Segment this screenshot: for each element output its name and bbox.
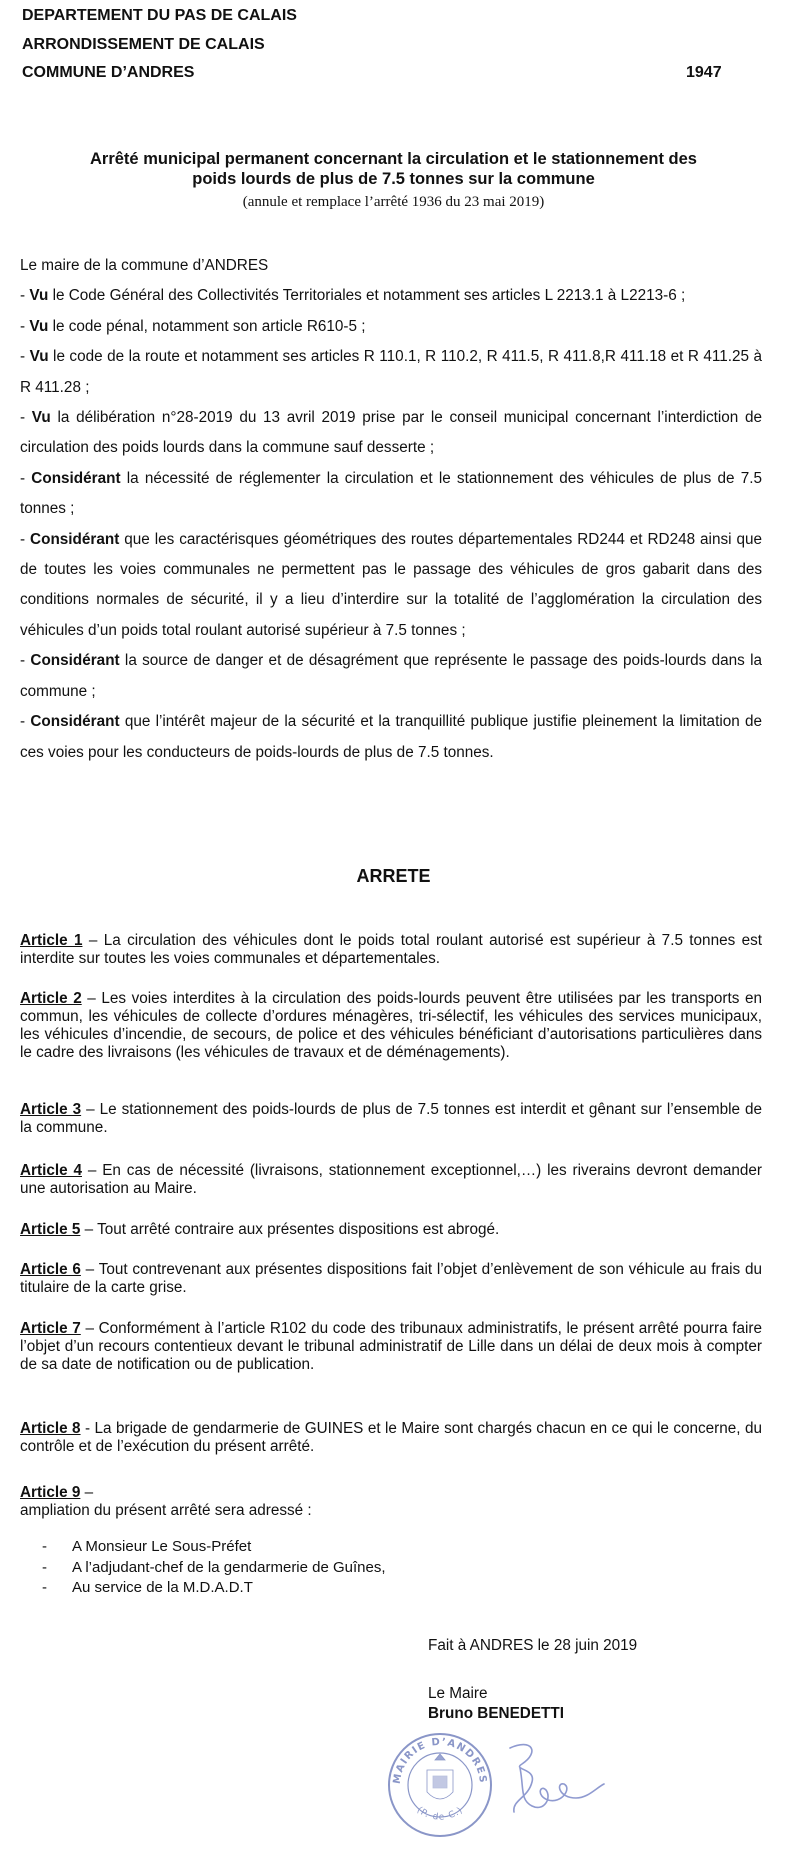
preamble-item-prefix: - bbox=[20, 348, 30, 366]
article-8 bbox=[20, 1420, 762, 1456]
distribution-text: A Monsieur Le Sous-Préfet bbox=[72, 1538, 252, 1555]
preamble-item-prefix: - bbox=[20, 287, 30, 305]
article-2 bbox=[20, 990, 762, 1062]
preamble-item-keyword: Vu bbox=[29, 317, 49, 335]
signatory-role: Le Maire bbox=[428, 1685, 488, 1702]
distribution-bullet: - bbox=[42, 1538, 47, 1555]
preamble-item-keyword: Considérant bbox=[30, 713, 120, 731]
preamble-item-prefix: - bbox=[20, 317, 30, 335]
article-5 bbox=[20, 1221, 762, 1239]
article-7 bbox=[20, 1320, 762, 1374]
department-label: DEPARTEMENT DU PAS DE CALAIS bbox=[22, 7, 297, 24]
distribution-list bbox=[42, 1537, 386, 1599]
distribution-item bbox=[42, 1537, 386, 1558]
preamble-item bbox=[20, 646, 762, 707]
preamble-item-text: que l’intérêt majeur de la sécurité et la tranquillité publique justifie pleinement la limitation de ces voies pour les conducteurs de poids-lourds de plus de 7.5 tonnes. bbox=[20, 713, 762, 761]
article-label: Article 2 bbox=[20, 990, 82, 1007]
preamble-item-keyword: Vu bbox=[31, 409, 51, 427]
article-text: – Le stationnement des poids-lourds de plus de 7.5 tonnes est interdit et gênant sur l’ensemble de la commune. bbox=[20, 1101, 762, 1136]
distribution-text: A l’adjudant-chef de la gendarmerie de Guînes, bbox=[72, 1558, 386, 1576]
municipal-stamp bbox=[385, 1730, 495, 1840]
preamble-item-keyword: Vu bbox=[29, 348, 49, 366]
article-1 bbox=[20, 932, 762, 968]
title-line-1: Arrêté municipal permanent concernant la circulation et le stationnement des bbox=[90, 150, 697, 168]
article-text: – Tout contrevenant aux présentes dispositions fait l’objet d’enlèvement de son véhicule au frais du titulaire de la carte grise. bbox=[20, 1261, 762, 1296]
preamble-item-text: la nécessité de réglementer la circulation et le stationnement des véhicules de plus de 7.5 tonnes ; bbox=[20, 469, 762, 518]
article-label: Article 5 bbox=[20, 1221, 81, 1238]
stamp-top-text: MAIRIE D’ANDRES bbox=[391, 1736, 489, 1785]
preamble-item-keyword: Vu bbox=[29, 287, 49, 305]
distribution-item bbox=[42, 1558, 386, 1579]
stamp-bottom-text: (P.-de-C.) bbox=[414, 1805, 466, 1823]
article-4 bbox=[20, 1162, 762, 1198]
place-date: Fait à ANDRES le 28 juin 2019 bbox=[428, 1637, 638, 1654]
article-label: Article 9 bbox=[20, 1484, 81, 1501]
article-text: – Les voies interdites à la circulation des poids-lourds peuvent être utilisées par les transports en commun, les véhicules de collecte d’ordures ménagères, tri-sélectif, les véhicules des services municipaux, les véhicules d’incendie, de secours, de police et des véhicules bénéficiant d’autorisations particulières dans le cadre des livraisons (les véhicules de travaux et de déménagements). bbox=[20, 990, 762, 1061]
preamble-item-text: la délibération n°28-2019 du 13 avril 2019 prise par le conseil municipal concernant l’interdiction de circulation des poids lourds dans la commune sauf desserte ; bbox=[20, 409, 762, 457]
arrete-heading: ARRETE bbox=[356, 866, 431, 886]
article-label: Article 6 bbox=[20, 1261, 81, 1278]
article-label: Article 4 bbox=[20, 1162, 82, 1179]
svg-text:(P.-de-C.) bbox=[415, 1805, 466, 1822]
preamble-item bbox=[20, 707, 762, 768]
article-3 bbox=[20, 1101, 762, 1137]
title-line-2: poids lourds de plus de 7.5 tonnes sur la commune bbox=[192, 170, 595, 188]
preamble-item-text: le code pénal, notamment son article R610-5 ; bbox=[48, 317, 366, 335]
commune-label: COMMUNE D’ANDRES bbox=[22, 64, 195, 81]
mayor-signature bbox=[492, 1738, 612, 1818]
preamble-item-prefix: - bbox=[20, 713, 31, 731]
distribution-bullet: - bbox=[42, 1558, 47, 1576]
article-text: - La brigade de gendarmerie de GUINES et le Maire sont chargés chacun en ce qui le concerne, du contrôle et de l’exécution du présent arrêté. bbox=[20, 1420, 762, 1455]
article-label: Article 7 bbox=[20, 1320, 81, 1337]
article-label: Article 1 bbox=[20, 932, 83, 949]
preamble-item bbox=[20, 342, 762, 403]
preamble-item-keyword: Considérant bbox=[31, 469, 121, 487]
preamble-item-keyword: Considérant bbox=[30, 530, 120, 548]
document-title bbox=[20, 149, 767, 189]
distribution-text: Au service de la M.D.A.D.T bbox=[72, 1579, 253, 1596]
arrondissement-label: ARRONDISSEMENT DE CALAIS bbox=[22, 36, 265, 53]
preamble-item bbox=[20, 525, 762, 647]
article-text: – Conformément à l’article R102 du code des tribunaux administratifs, le présent arrêté pourra faire l’objet d’un recours contentieux devant le tribunal administratif de Lille dans un délai de deux mois à compter de sa date de notification ou de publication. bbox=[20, 1320, 762, 1373]
article-text: – Tout arrêté contraire aux présentes dispositions est abrogé. bbox=[80, 1221, 500, 1238]
article-text: – ampliation du présent arrêté sera adressé : bbox=[20, 1484, 312, 1519]
preamble-item-text: la source de danger et de désagrément que représente le passage des poids-lourds dans la commune ; bbox=[20, 652, 762, 700]
preamble-items bbox=[20, 281, 762, 768]
article-text: – La circulation des véhicules dont le poids total roulant autorisé est supérieur à 7.5 tonnes est interdite sur toutes les voies communales et départementales. bbox=[20, 932, 762, 967]
article-label: Article 8 bbox=[20, 1420, 81, 1437]
preamble-item-prefix: - bbox=[20, 409, 32, 427]
preamble-item-prefix: - bbox=[20, 530, 31, 548]
preamble-item-text: que les caractérisques géométriques des routes départementales RD244 et RD248 ainsi que de toutes les voies communales ne permettent pas le passage des véhicules de gros gabarit dans des conditions normales de sécurité, il y a lieu d’interdire sur la totalité de l’agglomération la circulation des véhicules d’un poids total roulant autorisé supérieur à 7.5 tonnes ; bbox=[20, 530, 762, 639]
preamble-item bbox=[20, 403, 762, 464]
distribution-item bbox=[42, 1578, 386, 1599]
article-6 bbox=[20, 1261, 762, 1297]
preamble-item bbox=[20, 281, 762, 311]
article-9 bbox=[20, 1484, 762, 1520]
decree-number: 1947 bbox=[686, 64, 722, 81]
preamble-item-prefix: - bbox=[20, 469, 32, 487]
signatory-name: Bruno BENEDETTI bbox=[428, 1705, 564, 1722]
preamble-item bbox=[20, 464, 762, 525]
preamble-opening: Le maire de la commune d’ANDRES bbox=[20, 257, 269, 274]
article-text: – En cas de nécessité (livraisons, stationnement exceptionnel,…) les riverains devront demander une autorisation au Maire. bbox=[20, 1162, 762, 1197]
preamble bbox=[20, 251, 762, 768]
article-label: Article 3 bbox=[20, 1101, 82, 1118]
preamble-item-text: le code de la route et notamment ses articles R 110.1, R 110.2, R 411.5, R 411.8,R 411.18 et R 411.25 à R 411.28 ; bbox=[20, 348, 762, 396]
preamble-item-keyword: Considérant bbox=[30, 652, 120, 670]
preamble-item-prefix: - bbox=[20, 652, 31, 670]
preamble-item-text: le Code Général des Collectivités Territoriales et notamment ses articles L 2213.1 à L2213-6 ; bbox=[48, 287, 686, 305]
document-subtitle: (annule et remplace l’arrêté 1936 du 23 mai 2019) bbox=[242, 194, 545, 210]
preamble-item bbox=[20, 312, 762, 342]
distribution-bullet: - bbox=[42, 1579, 47, 1596]
